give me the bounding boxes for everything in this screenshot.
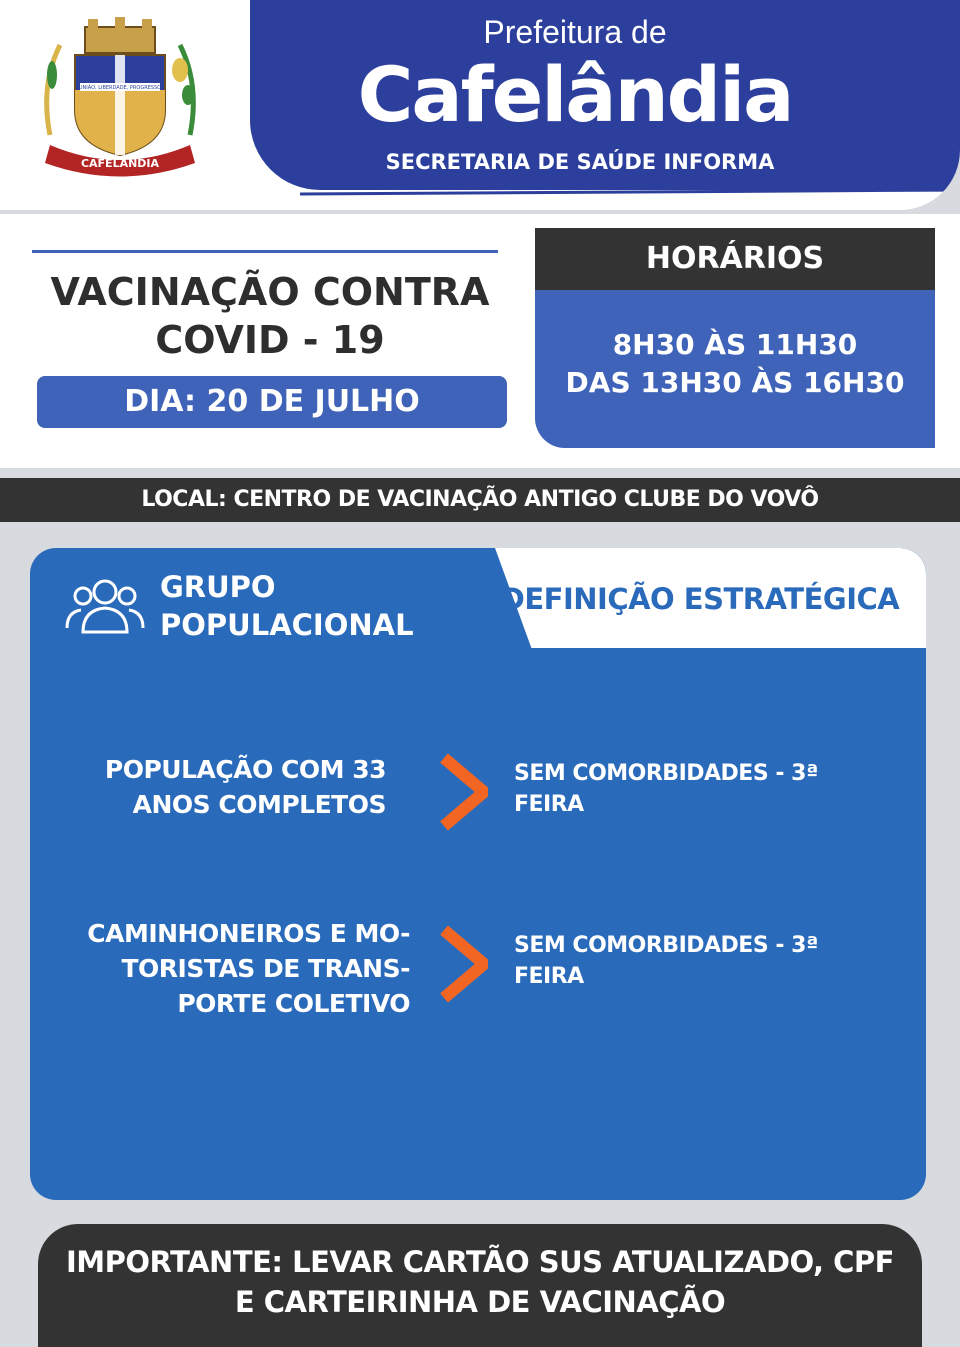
group-row-1-line2: ANOS COMPLETOS [132, 790, 386, 819]
hours-box [535, 228, 935, 448]
group-row-2-line2: TORISTAS DE TRANS- [121, 954, 410, 983]
info-section [0, 214, 960, 468]
definition-title: DEFINIÇÃO ESTRATÉGICA [500, 582, 900, 616]
vaccination-title-line1: VACINAÇÃO CONTRA [50, 270, 490, 314]
header [0, 0, 960, 210]
city-name: Cafelândia [357, 50, 793, 139]
important-line1: IMPORTANTE: LEVAR CARTÃO SUS ATUALIZADO, CPF [65, 1245, 894, 1279]
definition-row-2-line2: FEIRA [514, 964, 584, 989]
vaccination-title-line2: COVID - 19 [155, 318, 385, 362]
svg-text:UNIÃO, LIBERDADE, PROGRESSO: UNIÃO, LIBERDADE, PROGRESSO [78, 85, 162, 91]
chevron-right-icon [440, 754, 488, 830]
hours-title: HORÁRIOS [535, 228, 935, 290]
group-row-1-line1: POPULAÇÃO COM 33 [104, 755, 386, 784]
definition-row-1-line1: SEM COMORBIDADES - 3ª [514, 761, 818, 786]
prefeitura-label: Prefeitura de [483, 14, 667, 50]
group-row-1 [50, 752, 386, 822]
schedule-card [30, 548, 926, 1200]
hours-afternoon: DAS 13H30 ÀS 16H30 [565, 366, 905, 399]
important-notice [38, 1242, 922, 1322]
divider-line [32, 250, 498, 253]
location-bar: LOCAL: CENTRO DE VACINAÇÃO ANTIGO CLUBE DO VOVÔ [0, 478, 960, 522]
definition-row-1-line2: FEIRA [514, 792, 584, 817]
header-accent-stroke [0, 188, 960, 196]
day-badge: DIA: 20 DE JULHO [37, 376, 507, 428]
group-title-line1: GRUPO [160, 570, 276, 604]
group-title-line2: POPULACIONAL [160, 608, 414, 642]
hours-morning: 8H30 ÀS 11H30 [612, 328, 858, 361]
vaccination-title [30, 268, 510, 364]
group-row-2-line3: PORTE COLETIVO [177, 989, 410, 1018]
group-row-2 [40, 916, 410, 1021]
group-row-2-line1: CAMINHONEIROS E MO- [87, 919, 410, 948]
people-group-icon [65, 572, 145, 634]
important-line2: E CARTEIRINHA DE VACINAÇÃO [234, 1285, 726, 1319]
chevron-right-icon [440, 926, 488, 1002]
svg-text:CAFELANDIA: CAFELANDIA [80, 157, 160, 170]
definition-row-2 [514, 930, 894, 992]
important-notice-bar [38, 1224, 922, 1347]
city-crest-logo [30, 15, 210, 185]
group-title [160, 568, 460, 644]
definition-row-2-line1: SEM COMORBIDADES - 3ª [514, 933, 818, 958]
definition-row-1 [514, 758, 894, 820]
header-subtitle: SECRETARIA DE SAÚDE INFORMA [385, 150, 775, 174]
